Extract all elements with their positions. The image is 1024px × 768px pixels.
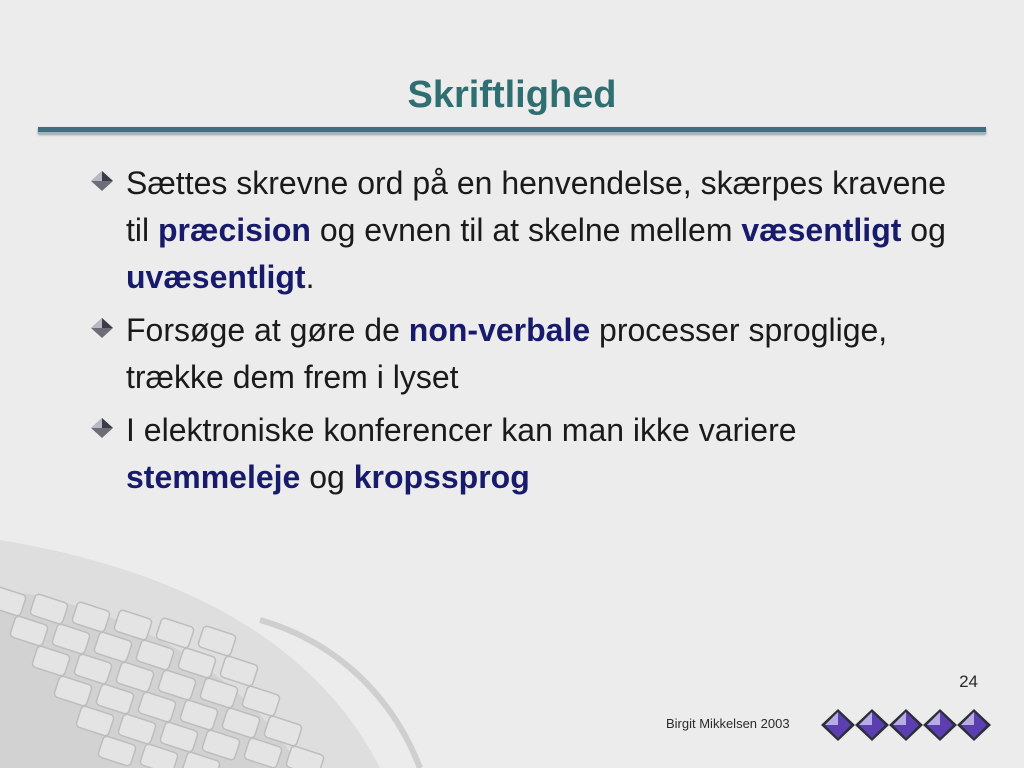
bullet-item: [90, 407, 970, 501]
footer-diamond-icon: [923, 709, 957, 741]
emphasized-text: uvæsentligt: [126, 259, 306, 295]
bullet-list: [90, 160, 970, 507]
footer-author: Birgit Mikkelsen 2003: [666, 716, 790, 731]
emphasized-text: præcision: [158, 212, 311, 248]
emphasized-text: stemmeleje: [126, 459, 301, 495]
diamond-bullet-icon: [90, 170, 114, 192]
diamond-bullet-icon: [90, 417, 114, 439]
bullet-text: processer sproglige, trække dem frem i lyset: [126, 312, 888, 395]
footer-diamond-icon: [821, 709, 855, 741]
bullet-text: og evnen til at skelne mellem: [310, 212, 742, 248]
footer-diamond-icon: [957, 709, 991, 741]
diamond-bullet-icon: [90, 317, 114, 339]
bullet-text: og: [901, 212, 946, 248]
slide-title: Skriftlighed: [407, 74, 617, 116]
emphasized-text: non-verbale: [408, 312, 591, 348]
bullet-item: [90, 307, 970, 401]
diamond-row-icon: [820, 706, 996, 744]
footer-diamond-icon: [889, 709, 923, 741]
emphasized-text: væsentligt: [741, 212, 902, 248]
bullet-text: og: [300, 459, 354, 495]
page-number: 24: [959, 672, 978, 691]
footer-diamond-icon: [855, 709, 889, 741]
bullet-text: Forsøge at gøre de: [126, 312, 409, 348]
bullet-item: [90, 160, 970, 301]
bullet-text: Sættes skrevne ord på en henvendelse, skærpes kravene til: [126, 165, 947, 248]
bullet-text: I elektroniske konferencer kan man ikke variere: [126, 412, 797, 448]
title-divider: [38, 127, 986, 134]
bullet-text: .: [305, 259, 315, 295]
emphasized-text: kropssprog: [353, 459, 530, 495]
